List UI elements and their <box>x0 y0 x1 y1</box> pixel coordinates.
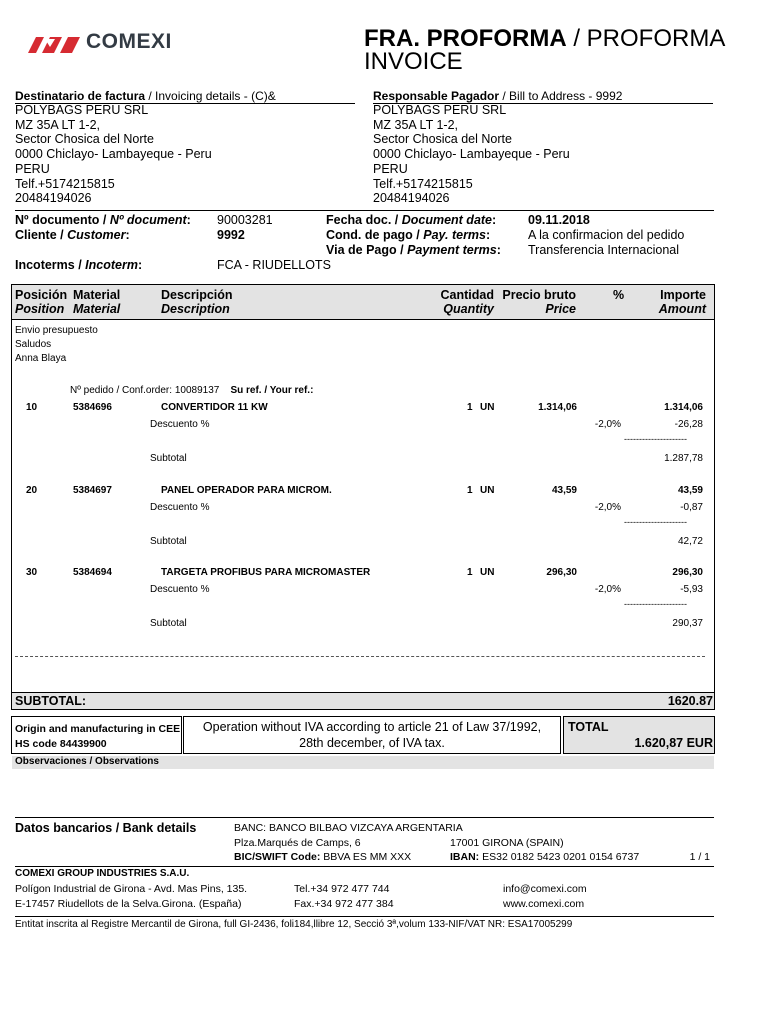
address-line: PERU <box>15 161 50 176</box>
item-qty: 1 <box>467 485 473 496</box>
col-description <box>161 288 233 316</box>
label-es: Incoterms <box>15 258 75 272</box>
col-quantity-es: Cantidad <box>440 288 494 302</box>
title-separator: / <box>566 25 587 52</box>
page-number: 1 / 1 <box>689 851 710 863</box>
bill-to-heading-bold: Responsable Pagador <box>373 89 500 103</box>
address-line: 0000 Chiclayo- Lambayeque - Peru <box>15 147 212 162</box>
doc-date: 09.11.2018 <box>528 213 590 227</box>
table-header-rule <box>12 319 714 320</box>
invoice-to-heading-rest: / Invoicing details - (C)& <box>145 89 276 103</box>
item-subtotal: 42,72 <box>677 536 703 547</box>
label-en: Customer <box>67 228 126 242</box>
item-qty: 1 <box>467 402 473 413</box>
bill-to-address <box>373 103 570 206</box>
address-line: POLYBAGS PERU SRL <box>15 103 149 117</box>
address-line: Telf.+5174215815 <box>373 176 473 191</box>
footer-address-1: Polígon Industrial de Girona - Avd. Mas Pins, 135. <box>15 883 248 895</box>
col-quantity <box>441 288 494 316</box>
item-subtotal: 1.287,78 <box>664 453 703 464</box>
discount-label: Descuento % <box>150 584 210 595</box>
col-position-es: Posición <box>15 288 68 302</box>
item-description: PANEL OPERADOR PARA MICROM. <box>161 485 332 496</box>
pay-via-value: Transferencia Internacional <box>528 243 680 257</box>
items-end-divider <box>15 656 705 657</box>
item-description: CONVERTIDOR 11 KW <box>161 402 268 413</box>
col-description-en: Description <box>161 302 230 316</box>
subtotal-dashes: --------------------- <box>624 517 687 527</box>
subtotal-label: Subtotal <box>150 453 187 464</box>
subtotal-label: Subtotal <box>150 618 187 629</box>
subtotal-value: 1620.87 <box>667 694 713 708</box>
observations-label: Observaciones / Observations <box>15 756 159 767</box>
col-percent: % <box>613 288 625 302</box>
total-label: TOTAL <box>568 720 609 734</box>
col-amount <box>659 288 706 316</box>
col-price-es: Precio bruto <box>502 288 576 302</box>
hs-code: HS code 84439900 <box>15 738 107 750</box>
invoice-to-address <box>15 103 212 206</box>
subtotal-bg <box>12 693 714 709</box>
comexi-logo-icon <box>28 33 82 55</box>
iban <box>450 851 639 863</box>
incoterms-value: FCA - RIUDELLOTS <box>217 258 331 272</box>
customer-label: Cliente / Customer: <box>15 228 130 242</box>
note-line: Anna Blaya <box>15 353 67 364</box>
discount-amount: -0,87 <box>680 502 703 513</box>
address-line: MZ 35A LT 1-2, <box>15 117 100 132</box>
item-qty: 1 <box>467 567 473 578</box>
address-line: 20484194026 <box>15 191 92 206</box>
item-amount: 296,30 <box>672 567 703 578</box>
item-unit: UN <box>480 402 495 413</box>
address-line: Sector Chosica del Norte <box>15 132 154 147</box>
item-material: 5384697 <box>73 485 112 496</box>
title-proforma-es: FRA. PROFORMA <box>364 25 567 52</box>
your-ref-label: Su ref. / Your ref.: <box>230 385 314 396</box>
bank-name: BANC: BANCO BILBAO VIZCAYA ARGENTARIA <box>234 822 463 834</box>
label-es: Nº documento <box>15 213 100 227</box>
doc-number-label: Nº documento / Nº document: <box>15 213 191 227</box>
registry-rule <box>15 916 714 917</box>
meta-top-rule <box>15 210 714 211</box>
discount-amount: -26,28 <box>674 419 703 430</box>
col-price <box>502 288 576 316</box>
subtotal-label: Subtotal <box>150 536 187 547</box>
footer-tel: Tel.+34 972 477 744 <box>294 883 390 895</box>
col-quantity-en: Quantity <box>443 302 494 316</box>
operation-note-line1: Operation without IVA according to article 21 of Law 37/1992, <box>202 720 542 734</box>
address-line: POLYBAGS PERU SRL <box>373 103 507 117</box>
pay-via-label: Via de Pago / Payment terms: <box>326 243 501 257</box>
label-en: Payment terms <box>407 243 497 257</box>
incoterms-label: Incoterms / Incoterm: <box>15 258 143 272</box>
footer-company: COMEXI GROUP INDUSTRIES S.A.U. <box>15 868 190 879</box>
address-line: Sector Chosica del Norte <box>373 132 512 147</box>
item-pos: 20 <box>26 485 38 496</box>
registry-note: Entitat inscrita al Registre Mercantil de Girona, full GI-2436, foli184,llibre 12, Secció 3ª,volum 133-NIF/VAT NR: ESA17005299 <box>15 919 573 930</box>
col-amount-es: Importe <box>660 288 706 302</box>
total-value: 1.620,87 EUR <box>634 736 713 750</box>
bank-heading: Datos bancarios / Bank details <box>15 821 197 835</box>
label-en: Incoterm <box>85 258 138 272</box>
item-price: 1.314,06 <box>538 402 577 413</box>
bic-value: BBVA ES MM XXX <box>323 851 412 863</box>
address-line: 0000 Chiclayo- Lambayeque - Peru <box>373 147 570 162</box>
label-es: Cliente <box>15 228 57 242</box>
discount-pct: -2,0% <box>594 502 621 513</box>
col-description-es: Descripción <box>161 288 233 302</box>
pay-cond-label: Cond. de pago / Pay. terms: <box>326 228 491 242</box>
item-amount: 43,59 <box>677 485 703 496</box>
label-es: Cond. de pago <box>326 228 413 242</box>
bill-to-heading <box>373 89 622 103</box>
col-position-en: Position <box>15 302 65 316</box>
col-material-es: Material <box>73 288 121 302</box>
discount-label: Descuento % <box>150 502 210 513</box>
address-line: Telf.+5174215815 <box>15 176 115 191</box>
item-pos: 30 <box>26 567 38 578</box>
address-line: PERU <box>373 161 408 176</box>
customer-number: 9992 <box>217 228 245 242</box>
item-pos: 10 <box>26 402 38 413</box>
item-price: 43,59 <box>551 485 577 496</box>
note-line: Envio presupuesto <box>15 325 98 336</box>
title-proforma-en: PROFORMA <box>586 25 726 52</box>
item-amount: 1.314,06 <box>664 402 703 413</box>
bill-to-heading-rest: / Bill to Address - 9992 <box>499 89 623 103</box>
item-material: 5384696 <box>73 402 112 413</box>
label-es: Fecha doc. <box>326 213 392 227</box>
order-number: Nº pedido / Conf.order: 10089137 <box>70 385 220 396</box>
item-unit: UN <box>480 567 495 578</box>
item-unit: UN <box>480 485 495 496</box>
item-subtotal: 290,37 <box>672 618 703 629</box>
col-position <box>15 288 67 316</box>
item-price: 296,30 <box>546 567 577 578</box>
doc-number: 90003281 <box>217 213 273 227</box>
address-line: MZ 35A LT 1-2, <box>373 117 458 132</box>
bank-city: 17001 GIRONA (SPAIN) <box>450 837 564 849</box>
subtotal-dashes: --------------------- <box>624 434 687 444</box>
bank-top-rule <box>15 817 714 818</box>
iban-value: ES32 0182 5423 0201 0154 6737 <box>482 851 640 863</box>
doc-date-label: Fecha doc. / Document date: <box>326 213 497 227</box>
invoice-to-heading <box>15 89 276 103</box>
operation-note-line2: 28th december, of IVA tax. <box>299 736 445 750</box>
title-invoice: INVOICE <box>364 48 463 75</box>
footer-address-2: E-17457 Riudellots de la Selva.Girona. (España) <box>15 898 242 910</box>
address-line: 20484194026 <box>373 191 450 206</box>
pay-cond-value: A la confirmacion del pedido <box>528 228 685 242</box>
footer-web: www.comexi.com <box>503 898 585 910</box>
label-en: Pay. terms <box>423 228 487 242</box>
bic-label: BIC/SWIFT Code: <box>234 851 321 863</box>
label-en: Document date <box>401 213 493 227</box>
note-line: Saludos <box>15 339 52 350</box>
origin-line: Origin and manufacturing in CEE <box>15 723 181 735</box>
bank-address: Plza.Marqués de Camps, 6 <box>234 837 361 849</box>
footer-rule <box>15 866 714 867</box>
col-material <box>73 288 120 316</box>
discount-pct: -2,0% <box>594 419 621 430</box>
discount-pct: -2,0% <box>594 584 621 595</box>
footer-fax: Fax.+34 972 477 384 <box>294 898 394 910</box>
iban-label: IBAN: <box>450 851 480 863</box>
col-amount-en: Amount <box>658 302 706 316</box>
discount-amount: -5,93 <box>680 584 703 595</box>
logo-text: COMEXI <box>86 30 172 53</box>
footer-email: info@comexi.com <box>503 883 587 895</box>
item-description: TARGETA PROFIBUS PARA MICROMASTER <box>161 567 371 578</box>
item-material: 5384694 <box>73 567 112 578</box>
invoice-to-heading-bold: Destinatario de factura <box>15 89 146 103</box>
subtotal-dashes: --------------------- <box>624 599 687 609</box>
bic-code <box>234 851 411 863</box>
discount-label: Descuento % <box>150 419 210 430</box>
items-table <box>11 284 715 710</box>
label-es: Via de Pago <box>326 243 397 257</box>
col-price-en: Price <box>545 302 576 316</box>
label-en: Nº document <box>109 213 187 227</box>
subtotal-label-total: SUBTOTAL: <box>15 694 87 708</box>
col-material-en: Material <box>73 302 121 316</box>
order-ref <box>70 385 313 396</box>
